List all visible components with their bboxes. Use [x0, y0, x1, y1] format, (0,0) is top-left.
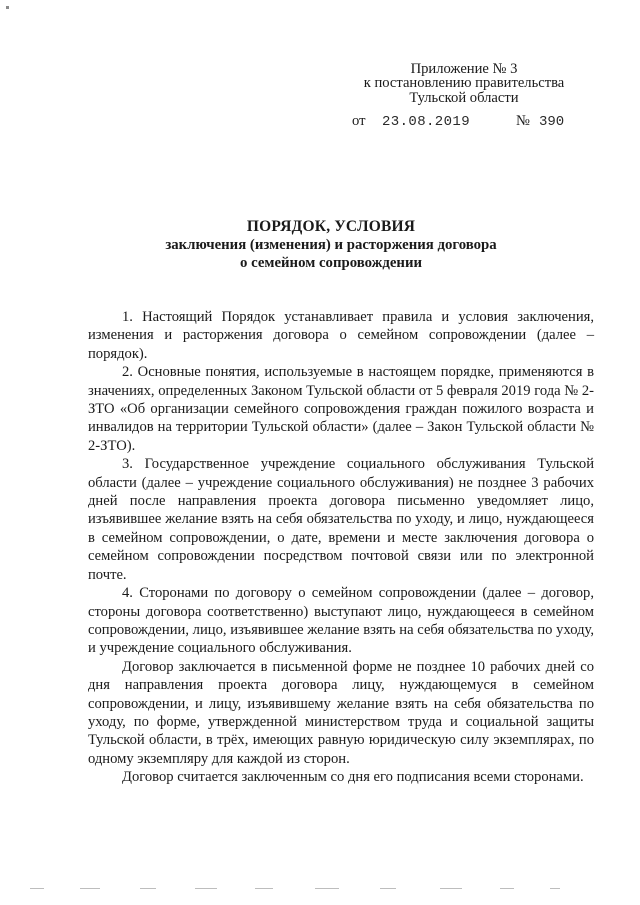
paragraph-6: Договор считается заключенным со дня его подписания всеми сторонами. [122, 769, 584, 786]
title-line-1: ПОРЯДОК, УСЛОВИЯ [246, 218, 416, 235]
scan-bottom-artifacts [20, 888, 620, 892]
title-line-3: о семейном сопровождении [239, 255, 423, 271]
appendix-title: Приложение № 3 [410, 61, 518, 77]
number-prefix: № [516, 113, 530, 129]
date-number-line [352, 113, 576, 131]
paragraph-2: 2. Основные понятия, используемые в настоящем порядке, применяются в значениях, определенных Законом Тульской области от 5 февраля 2019 года № 2-ЗТО «Об организации семейного сопровождения граждан пожилого возраста и инвалидов на территории Тульской области» (далее – Закон Тульской области № 2-ЗТО). [88, 364, 594, 454]
paragraph-5: Договор заключается в письменной форме не позднее 10 рабочих дней со дня направления проекта договора лицу, нуждающемуся в семейном сопровождении, и лицу, изъявившему желание взять на себя обязательства по уходу, по форме, утвержденной министерством труда и социальной защиты Тульской области, в трёх, имеющих равную юридическую силу экземплярах, по одному экземпляру для каждой из сторон. [88, 658, 594, 767]
document-body [88, 308, 594, 787]
paragraph-4: 4. Сторонами по договору о семейном сопровождении (далее – договор, стороны договора соответственно) выступают лицо, нуждающееся в семейном сопровождении, лицо, изъявившее желание взять на себя обязательства по уходу, и учреждение социального обслуживания. [88, 585, 594, 657]
appendix-block [352, 62, 576, 105]
title-line-2: заключения (изменения) и расторжения договора [165, 237, 497, 253]
paragraph-3: 3. Государственное учреждение социального обслуживания Тульской области (далее – учреждение социального обслуживания) не позднее 3 рабочих дней после направления проекта договора письменно уведомляет лицо, изъявившее желание взять на себя обязательства по уходу, и лицо, нуждающееся в семейном сопровождении, о дате, времени и месте заключения договора о семейном сопровождении посредством почтовой связи или по электронной почте. [88, 456, 594, 583]
document-number: 390 [539, 114, 565, 130]
appendix-reference: к постановлению правительства [363, 75, 565, 92]
paragraph-1: 1. Настоящий Порядок устанавливает правила и условия заключения, изменения и расторжения договора о семейном сопровождении (далее – порядок). [88, 309, 594, 362]
document-date: 23.08.2019 [382, 114, 471, 130]
scan-corner-mark [6, 6, 9, 9]
date-prefix: от [352, 113, 366, 129]
appendix-authority: Тульской области [409, 89, 519, 106]
document-title [60, 218, 602, 272]
